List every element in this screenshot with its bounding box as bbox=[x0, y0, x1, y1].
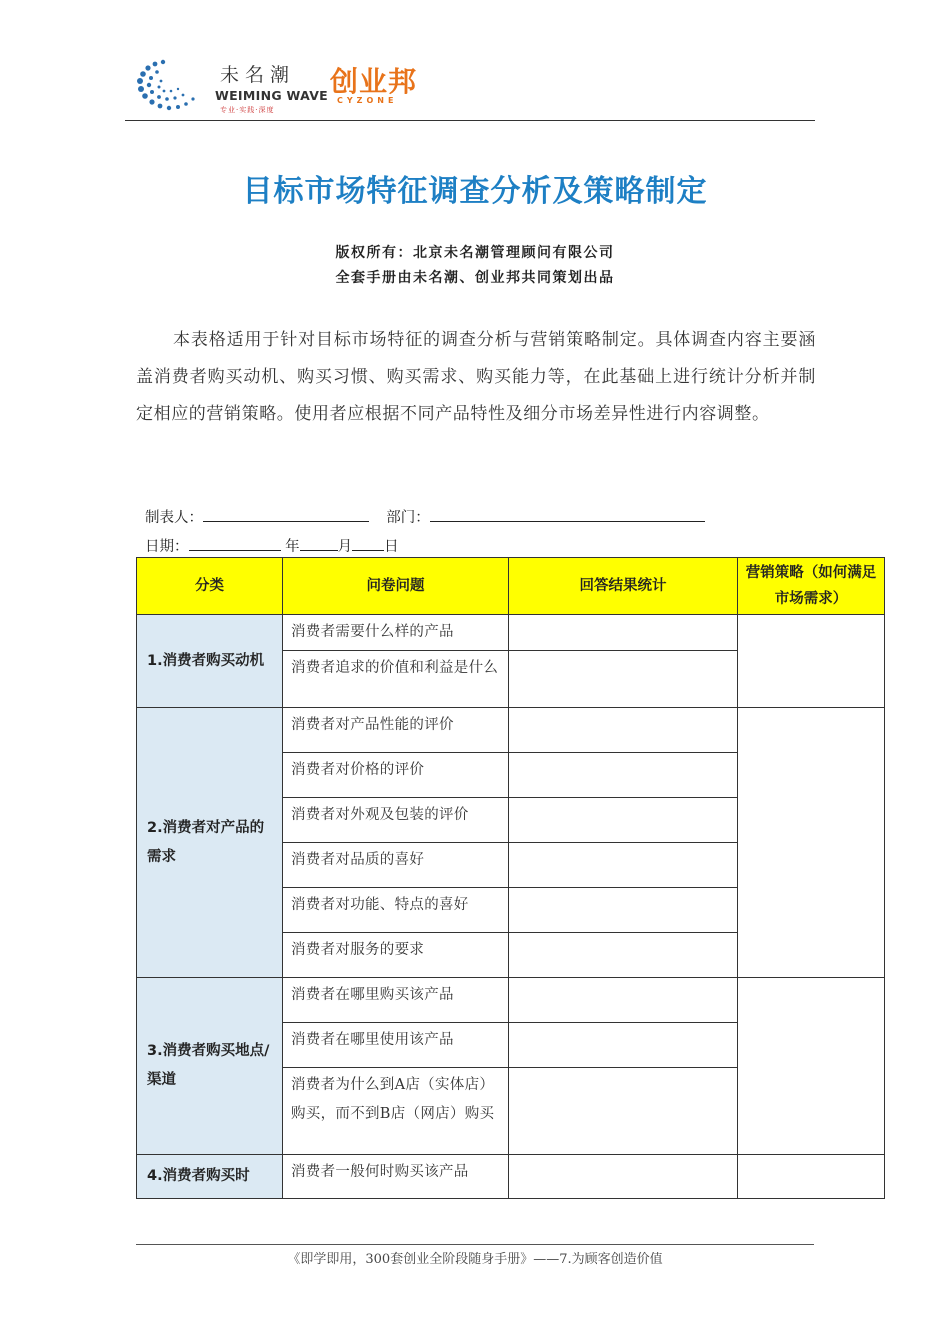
logo-weiming-en: WEIMING WAVE bbox=[215, 88, 329, 103]
month-input[interactable] bbox=[300, 536, 338, 551]
survey-table bbox=[136, 557, 885, 1199]
page-footer: 《即学即用，300套创业全阶段随身手册》——7.为顾客创造价值 bbox=[136, 1244, 814, 1267]
logo-cyzone-cn: 创业邦 bbox=[330, 65, 418, 98]
dept-input[interactable] bbox=[430, 507, 705, 522]
result-cell[interactable] bbox=[509, 1068, 738, 1155]
dept-label: 部门： bbox=[386, 510, 430, 526]
copyright-line-2: 全套手册由未名潮、创业邦共同策划出品 bbox=[335, 270, 615, 286]
result-cell[interactable] bbox=[509, 753, 738, 798]
day-input[interactable] bbox=[352, 536, 384, 551]
weiming-wave-logo-icon bbox=[133, 54, 203, 116]
table-row bbox=[137, 615, 885, 651]
intro-paragraph: 本表格适用于针对目标市场特征的调查分析与营销策略制定。具体调查内容主要涵盖消费者购买动机、购买习惯、购买需求、购买能力等，在此基础上进行统计分析并制定相应的营销策略。使用者应根据不同产品特性及细分市场差异性进行内容调整。 bbox=[136, 330, 816, 424]
date-input[interactable] bbox=[189, 536, 281, 551]
question-cell: 消费者对产品性能的评价 bbox=[283, 708, 509, 753]
month-label: 月 bbox=[337, 539, 353, 555]
result-cell[interactable] bbox=[509, 888, 738, 933]
category-cell: 4.消费者购买时 bbox=[137, 1155, 283, 1199]
result-cell[interactable] bbox=[509, 798, 738, 843]
table-row bbox=[137, 708, 885, 753]
table-row bbox=[137, 978, 885, 1023]
table-row bbox=[137, 1155, 885, 1199]
result-cell[interactable] bbox=[509, 615, 738, 651]
category-cell: 1.消费者购买动机 bbox=[137, 615, 283, 708]
header-category: 分类 bbox=[137, 558, 283, 615]
header-question: 问卷问题 bbox=[283, 558, 509, 615]
strategy-cell[interactable] bbox=[738, 1155, 885, 1199]
day-label: 日 bbox=[384, 539, 399, 555]
strategy-cell[interactable] bbox=[738, 615, 885, 708]
result-cell[interactable] bbox=[509, 1023, 738, 1068]
copyright-line-1: 版权所有：北京未名潮管理顾问有限公司 bbox=[335, 245, 615, 261]
question-cell: 消费者需要什么样的产品 bbox=[283, 615, 509, 651]
question-cell: 消费者在哪里购买该产品 bbox=[283, 978, 509, 1023]
question-cell: 消费者对功能、特点的喜好 bbox=[283, 888, 509, 933]
header-strategy: 营销策略（如何满足市场需求） bbox=[738, 558, 885, 615]
result-cell[interactable] bbox=[509, 978, 738, 1023]
logo-weiming-tagline: 专业·实践·深度 bbox=[220, 106, 275, 114]
question-cell: 消费者对品质的喜好 bbox=[283, 843, 509, 888]
date-label: 日期： bbox=[145, 539, 189, 555]
form-line-maker bbox=[145, 506, 705, 527]
question-cell: 消费者对服务的要求 bbox=[283, 933, 509, 978]
header-result: 回答结果统计 bbox=[509, 558, 738, 615]
question-cell: 消费者在哪里使用该产品 bbox=[283, 1023, 509, 1068]
page-title: 目标市场特征调查分析及策略制定 bbox=[242, 174, 708, 209]
page-header bbox=[125, 48, 815, 121]
logo-cyzone-en: CYZONE bbox=[337, 96, 398, 105]
form-line-date bbox=[145, 535, 399, 556]
category-cell: 3.消费者购买地点/渠道 bbox=[137, 978, 283, 1155]
logo-weiming-cn: 未名潮 bbox=[220, 64, 296, 86]
year-label: 年 bbox=[285, 539, 300, 555]
question-cell: 消费者追求的价值和利益是什么 bbox=[283, 651, 509, 708]
strategy-cell[interactable] bbox=[738, 708, 885, 978]
result-cell[interactable] bbox=[509, 708, 738, 753]
question-cell: 消费者对价格的评价 bbox=[283, 753, 509, 798]
question-cell: 消费者为什么到A店（实体店）购买，而不到B店（网店）购买 bbox=[283, 1068, 509, 1155]
strategy-cell[interactable] bbox=[738, 978, 885, 1155]
question-cell: 消费者对外观及包装的评价 bbox=[283, 798, 509, 843]
question-cell: 消费者一般何时购买该产品 bbox=[283, 1155, 509, 1199]
result-cell[interactable] bbox=[509, 933, 738, 978]
maker-label: 制表人： bbox=[145, 510, 203, 526]
result-cell[interactable] bbox=[509, 843, 738, 888]
maker-input[interactable] bbox=[203, 507, 369, 522]
category-cell: 2.消费者对产品的需求 bbox=[137, 708, 283, 978]
result-cell[interactable] bbox=[509, 651, 738, 708]
result-cell[interactable] bbox=[509, 1155, 738, 1199]
table-header-row bbox=[137, 558, 885, 615]
